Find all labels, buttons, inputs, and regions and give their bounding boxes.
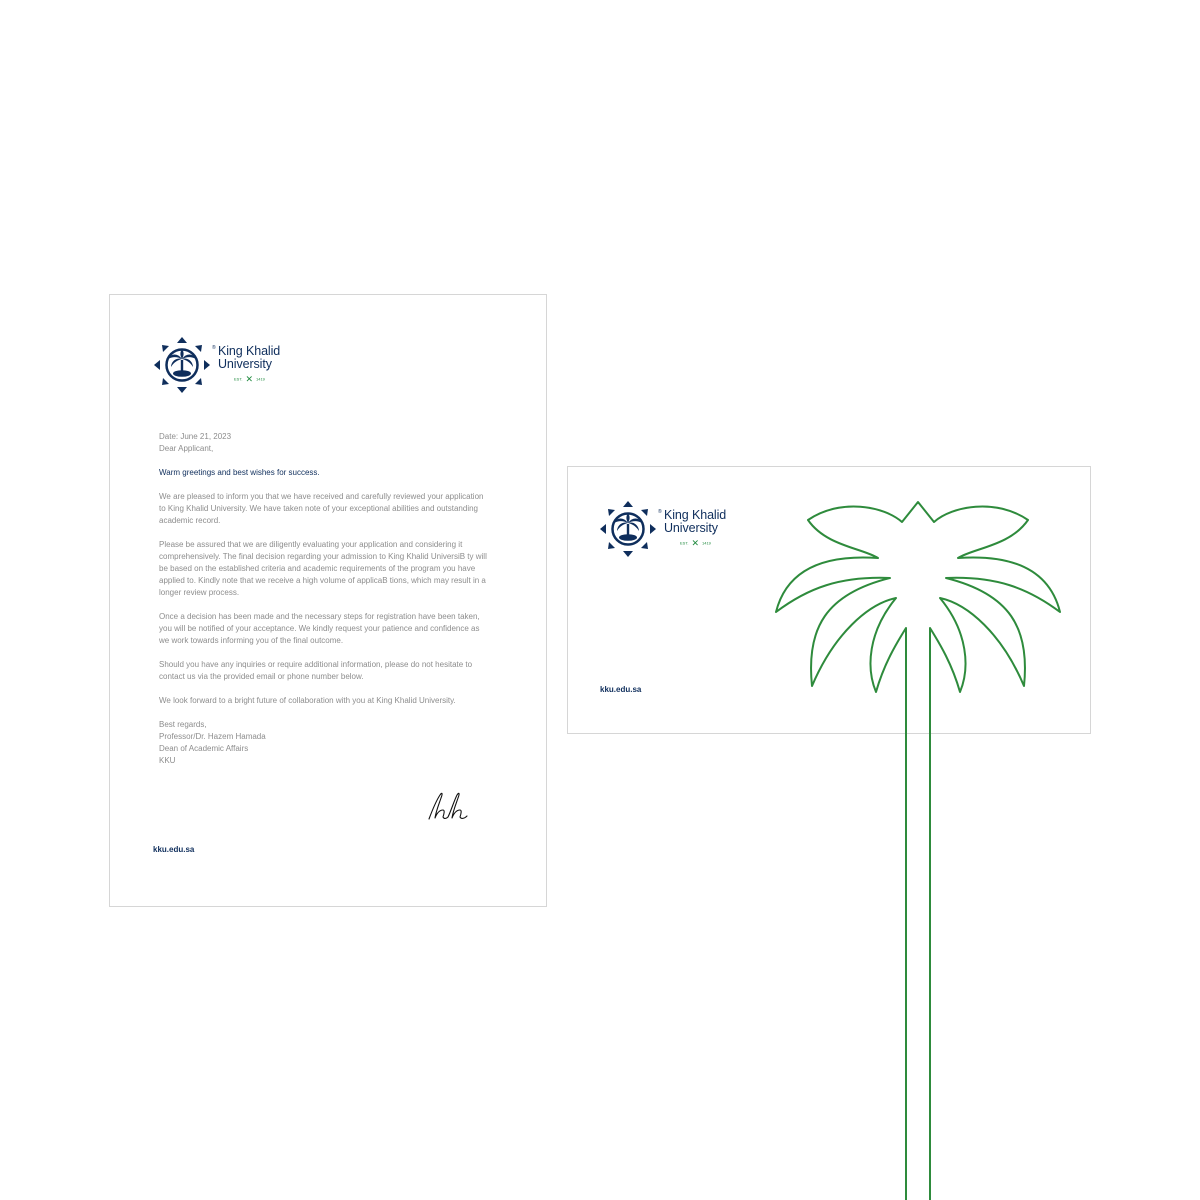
signer-name: Professor/Dr. Hazem Hamada <box>159 732 266 741</box>
letter-paragraph: Please be assured that we are diligently evaluating your application and considering it comprehensively. The final decision regarding your admission to King Khalid UniversiB ty will be based on the established criteria and academic requirements of the program you have applied to. Kindly note that we receive a high volume of applicaB tions, which may result in a longer review process. <box>159 540 487 597</box>
letter-closing: Best regards, <box>159 720 207 729</box>
letter-paragraph: Once a decision has been made and the necessary steps for registration have been taken, you will be notified of your acceptance. We kindly request your patience and confidence as we work towards informing you of the final outcome. <box>159 612 480 645</box>
kku-emblem-icon <box>154 337 210 393</box>
university-name-line2: University <box>218 357 272 371</box>
registered-mark: ® <box>212 345 216 351</box>
letter-paragraph: We look forward to a bright future of collaboration with you at King Khalid University. <box>159 696 456 705</box>
letter-salutation: Dear Applicant, <box>159 444 214 453</box>
letter-paragraph: We are pleased to inform you that we have received and carefully reviewed your application to King Khalid University. We have taken note of your exceptional abilities and outstanding academic record. <box>159 492 484 525</box>
kku-logo <box>154 337 294 393</box>
kku-emblem-icon <box>600 501 656 557</box>
letter-paragraph: Should you have any inquiries or require additional information, please do not hesitate to contact us via the provided email or phone number below. <box>159 660 473 681</box>
registered-mark: ® <box>658 509 662 515</box>
crossed-swords-icon: ✕ <box>245 374 253 384</box>
envelope <box>567 466 1091 734</box>
handwritten-signature <box>426 789 470 823</box>
est-year: 1419 <box>256 376 265 382</box>
envelope-website[interactable]: kku.edu.sa <box>600 685 642 694</box>
university-name-line1: King Khalid <box>664 508 727 522</box>
established-line <box>234 374 265 385</box>
university-name-line2: University <box>664 521 718 535</box>
est-label: EST. <box>680 540 689 546</box>
crossed-swords-icon: ✕ <box>691 538 699 548</box>
letter-date: Date: June 21, 2023 <box>159 432 232 441</box>
university-name-line1: King Khalid <box>218 344 281 358</box>
est-year: 1419 <box>702 540 711 546</box>
signer-org: KKU <box>159 756 176 765</box>
est-label: EST. <box>234 376 243 382</box>
letter-website[interactable]: kku.edu.sa <box>153 845 195 854</box>
signer-title: Dean of Academic Affairs <box>159 744 249 753</box>
established-line <box>680 538 711 549</box>
kku-logo <box>600 501 740 557</box>
letter-greeting: Warm greetings and best wishes for success. <box>159 468 320 477</box>
letter-body <box>159 431 489 767</box>
letterhead-page <box>109 294 547 907</box>
